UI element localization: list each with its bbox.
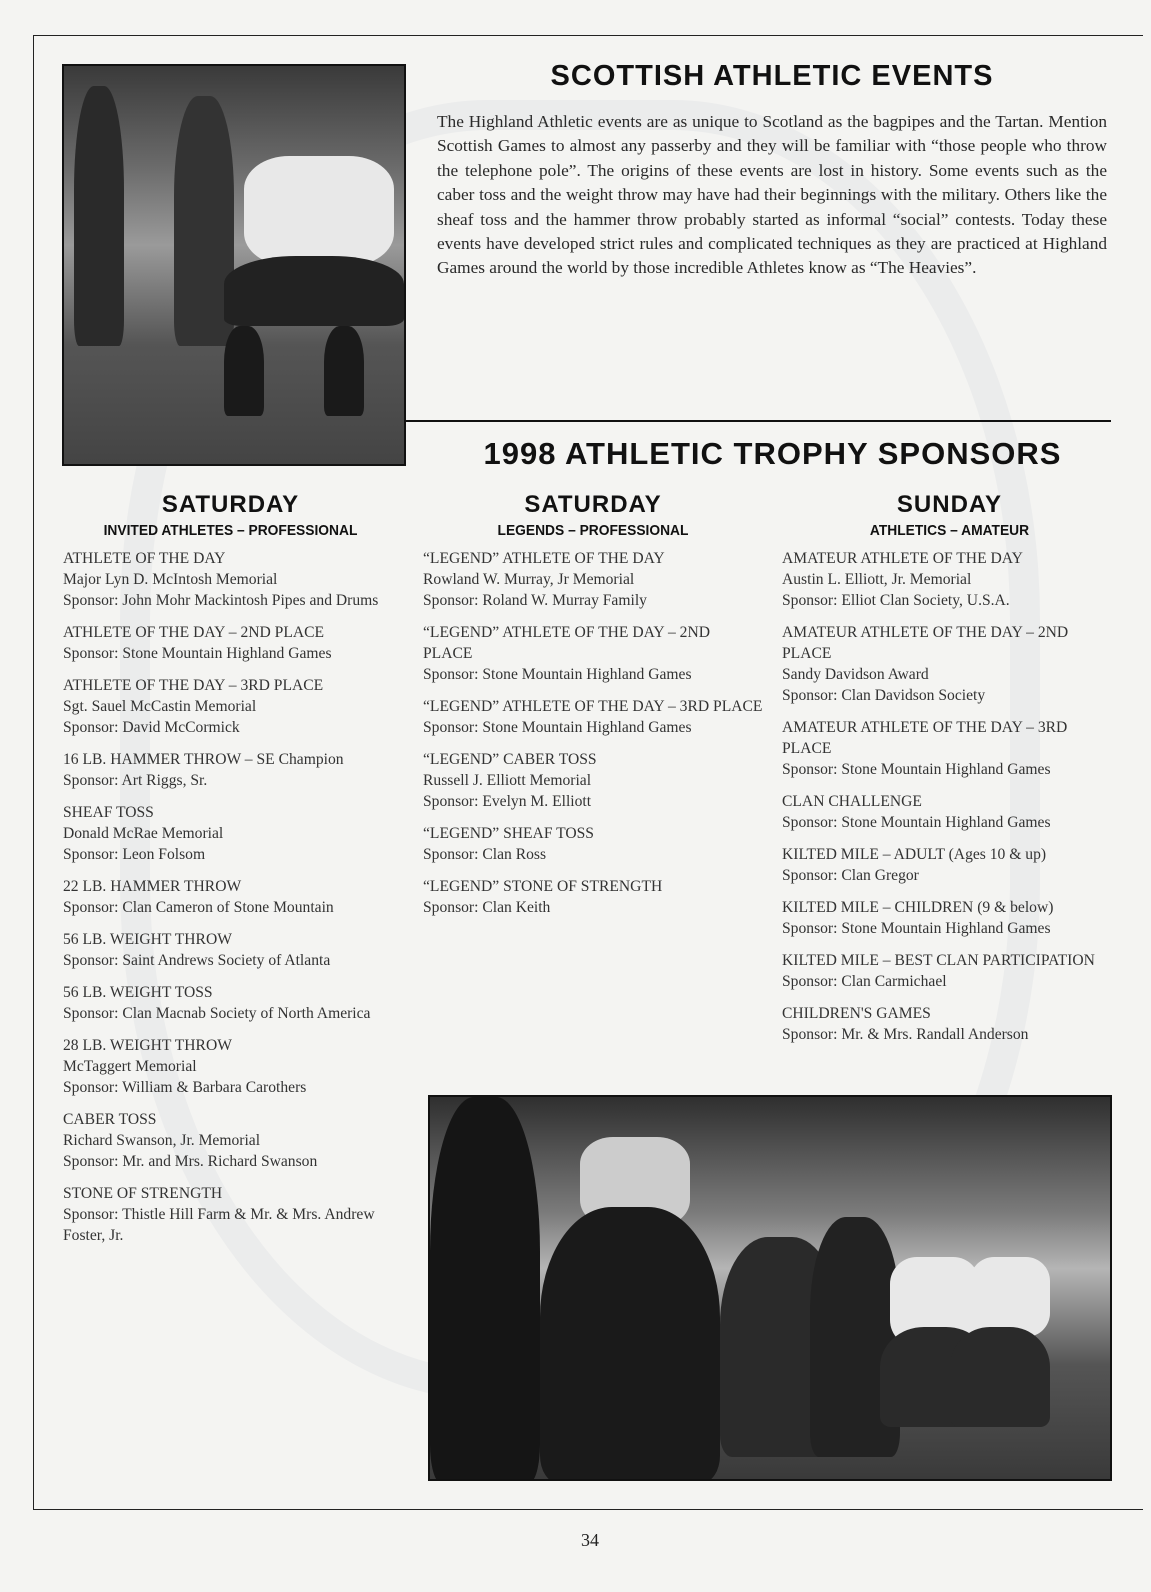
sponsor-name: Sponsor: Stone Mountain Highland Games (63, 645, 332, 662)
sponsor-entry (782, 897, 1117, 939)
column-category-subheading: ATHLETICS – AMATEUR (869, 522, 1030, 539)
award-name: ATHLETE OF THE DAY (63, 550, 226, 567)
award-name: CABER TOSS (63, 1111, 157, 1128)
award-name: CLAN CHALLENGE (782, 793, 922, 810)
sponsor-entry (423, 548, 763, 611)
column-category-subheading: LEGENDS – PROFESSIONAL (497, 522, 689, 539)
scottish-events-title: SCOTTISH ATHLETIC EVENTS (550, 60, 994, 92)
sponsor-name: Sponsor: Elliot Clan Society, U.S.A. (782, 592, 1010, 609)
sponsor-entry (782, 950, 1117, 992)
sponsor-name: Sponsor: Stone Mountain Highland Games (782, 920, 1051, 937)
sponsor-name: Sponsor: Evelyn M. Elliott (423, 793, 592, 810)
section-divider (405, 420, 1111, 422)
column-day-heading: SATURDAY (161, 491, 300, 518)
sponsor-name: Sponsor: Stone Mountain Highland Games (423, 666, 692, 683)
award-name: “LEGEND” STONE OF STRENGTH (423, 878, 663, 895)
memorial-name: Richard Swanson, Jr. Memorial (63, 1132, 261, 1149)
sponsor-name: Sponsor: Art Riggs, Sr. (63, 772, 208, 789)
sponsor-name: Sponsor: Clan Cameron of Stone Mountain (63, 899, 334, 916)
sponsor-name: Sponsor: Stone Mountain Highland Games (782, 761, 1051, 778)
award-name: 56 LB. WEIGHT TOSS (63, 984, 213, 1001)
sponsor-name: Sponsor: Clan Keith (423, 899, 551, 916)
sponsor-column-saturday-legends (423, 490, 763, 929)
award-name: 22 LB. HAMMER THROW (63, 878, 242, 895)
memorial-name: McTaggert Memorial (63, 1058, 197, 1075)
memorial-name: Sandy Davidson Award (782, 666, 929, 683)
memorial-name: Rowland W. Murray, Jr Memorial (423, 571, 635, 588)
award-name: AMATEUR ATHLETE OF THE DAY (782, 550, 1023, 567)
scottish-events-body: The Highland Athletic events are as unique to Scotland as the bagpipes and the Tartan. Mention Scottish Games to almost any passerby and they will be familiar with “those people who throw the telephone pole”. The origins of these events are lost in history. Some events such as the caber toss and the weight throw may have had their beginnings with the military. Others like the sheaf toss and the hammer throw probably started as informal “social” contests. Today these events have developed strict rules and complicated techniques as they are practiced at Highland Games around the world by those incredible Athletes know as “The Heavies”. (437, 112, 1107, 278)
sponsors-title: 1998 ATHLETIC TROPHY SPONSORS (483, 436, 1062, 471)
award-name: “LEGEND” CABER TOSS (423, 751, 597, 768)
memorial-name: Major Lyn D. McIntosh Memorial (63, 571, 278, 588)
sponsor-entry (782, 844, 1117, 886)
sponsor-name: Sponsor: Thistle Hill Farm & Mr. & Mrs. Andrew Foster, Jr. (63, 1206, 375, 1244)
award-name: SHEAF TOSS (63, 804, 154, 821)
sponsor-name: Sponsor: Clan Carmichael (782, 973, 947, 990)
sponsor-entry (423, 622, 763, 685)
award-name: “LEGEND” SHEAF TOSS (423, 825, 594, 842)
children-race-photo (428, 1095, 1112, 1481)
sponsor-name: Sponsor: Stone Mountain Highland Games (782, 814, 1051, 831)
sponsor-entry (63, 1035, 398, 1098)
memorial-name: Donald McRae Memorial (63, 825, 224, 842)
sponsor-entry (63, 802, 398, 865)
sponsor-name: Sponsor: Clan Gregor (782, 867, 919, 884)
sponsor-entry (423, 823, 763, 865)
memorial-name: Sgt. Sauel McCastin Memorial (63, 698, 257, 715)
award-name: “LEGEND” ATHLETE OF THE DAY – 2ND PLACE (423, 624, 711, 662)
page-number: 34 (581, 1530, 599, 1550)
sponsor-entry (423, 749, 763, 812)
sponsor-entry (782, 717, 1117, 780)
award-name: STONE OF STRENGTH (63, 1185, 223, 1202)
sponsor-entry (63, 929, 398, 971)
award-name: AMATEUR ATHLETE OF THE DAY – 2ND PLACE (782, 624, 1069, 662)
sponsor-entry (423, 876, 763, 918)
sponsor-name: Sponsor: Saint Andrews Society of Atlanta (63, 952, 331, 969)
sponsor-name: Sponsor: Mr. and Mrs. Richard Swanson (63, 1153, 318, 1170)
award-name: KILTED MILE – ADULT (Ages 10 & up) (782, 846, 1047, 863)
sponsor-name: Sponsor: Clan Ross (423, 846, 547, 863)
column-category-subheading: INVITED ATHLETES – PROFESSIONAL (103, 522, 358, 539)
column-day-heading: SUNDAY (896, 491, 1003, 518)
award-name: 56 LB. WEIGHT THROW (63, 931, 232, 948)
sponsor-entry (63, 675, 398, 738)
sponsor-column-sunday-amateur (782, 490, 1117, 1056)
sponsor-entry (63, 749, 398, 791)
award-name: 28 LB. WEIGHT THROW (63, 1037, 232, 1054)
sponsor-column-saturday-invited (63, 490, 398, 1257)
sponsor-entry (63, 1109, 398, 1172)
hammer-thrower-photo (62, 64, 406, 466)
sponsor-name: Sponsor: Clan Davidson Society (782, 687, 986, 704)
sponsor-entry (782, 622, 1117, 706)
sponsor-name: Sponsor: John Mohr Mackintosh Pipes and Drums (63, 592, 379, 609)
award-name: ATHLETE OF THE DAY – 3RD PLACE (63, 677, 324, 694)
sponsor-entry (423, 696, 763, 738)
award-name: AMATEUR ATHLETE OF THE DAY – 3RD PLACE (782, 719, 1068, 757)
award-name: 16 LB. HAMMER THROW – SE Champion (63, 751, 344, 768)
award-name: “LEGEND” ATHLETE OF THE DAY – 3RD PLACE (423, 698, 763, 715)
award-name: CHILDREN'S GAMES (782, 1005, 931, 1022)
sponsor-name: Sponsor: Clan Macnab Society of North America (63, 1005, 371, 1022)
award-name: KILTED MILE – CHILDREN (9 & below) (782, 899, 1054, 916)
sponsor-name: Sponsor: David McCormick (63, 719, 240, 736)
sponsor-entry (782, 548, 1117, 611)
memorial-name: Austin L. Elliott, Jr. Memorial (782, 571, 972, 588)
sponsor-entry (782, 1003, 1117, 1045)
sponsor-entry (63, 548, 398, 611)
sponsor-name: Sponsor: Roland W. Murray Family (423, 592, 647, 609)
sponsor-name: Sponsor: William & Barbara Carothers (63, 1079, 307, 1096)
memorial-name: Russell J. Elliott Memorial (423, 772, 592, 789)
sponsor-entry (63, 982, 398, 1024)
sponsor-name: Sponsor: Leon Folsom (63, 846, 206, 863)
column-day-heading: SATURDAY (524, 491, 662, 518)
award-name: ATHLETE OF THE DAY – 2ND PLACE (63, 624, 325, 641)
sponsor-name: Sponsor: Stone Mountain Highland Games (423, 719, 692, 736)
sponsor-entry (63, 622, 398, 664)
sponsor-entry (63, 876, 398, 918)
sponsor-name: Sponsor: Mr. & Mrs. Randall Anderson (782, 1026, 1029, 1043)
sponsor-entry (782, 791, 1117, 833)
award-name: “LEGEND” ATHLETE OF THE DAY (423, 550, 665, 567)
sponsor-entry (63, 1183, 398, 1246)
award-name: KILTED MILE – BEST CLAN PARTICIPATION (782, 952, 1095, 969)
